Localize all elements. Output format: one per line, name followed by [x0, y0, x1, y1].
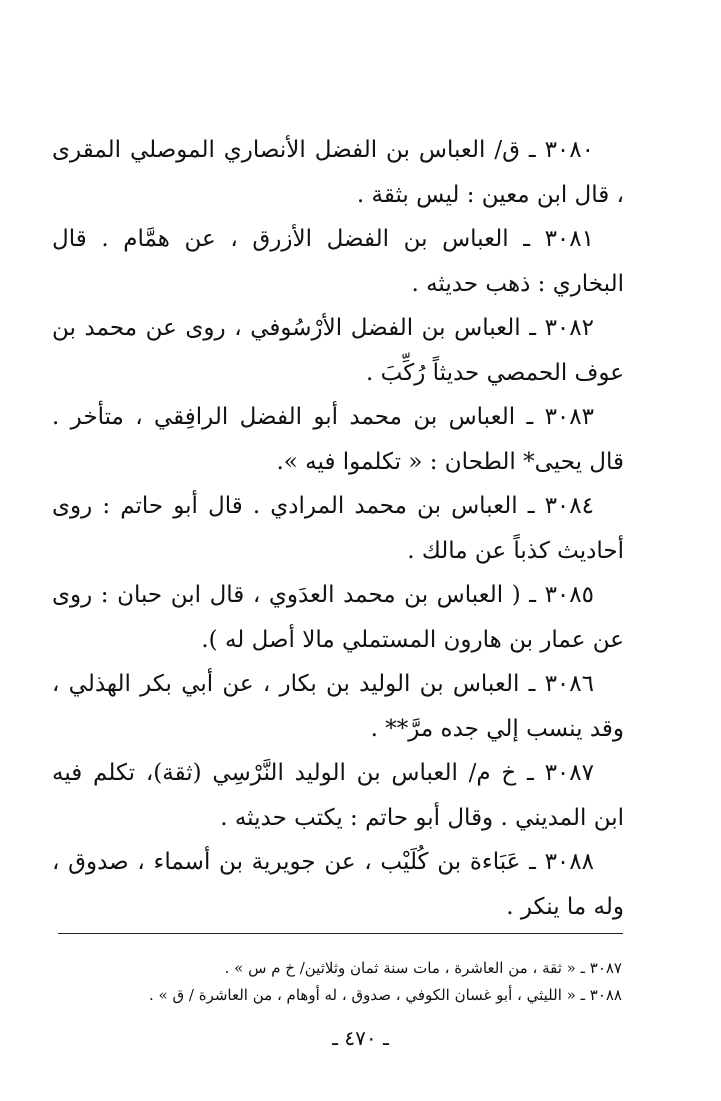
- entry-3080: ٣٠٨٠ ـ ق/ العباس بن الفضل الأنصاري الموصلي المقرى ، قال ابن معين : ليس بثقة .: [52, 137, 624, 208]
- footnote-3088: ٣٠٨٨ ـ « الليثي ، أبو غسان الكوفي ، صدوق ، له أوهام ، من العاشرة / ق » .: [149, 986, 622, 1004]
- entry-3081: ٣٠٨١ ـ العباس بن الفضل الأزرق ، عن همَّام . قال البخاري : ذهب حديثه .: [52, 226, 624, 297]
- entry-3088: ٣٠٨٨ ـ عَبَاءة بن كُلَيْب ، عن جويرية بن أسماء ، صدوق ، وله ما ينكر .: [52, 849, 624, 920]
- entry-3085: ٣٠٨٥ ـ ( العباس بن محمد العدَوي ، قال ابن حبان : روى عن عمار بن هارون المستملي مالا أصل له ).: [52, 582, 624, 653]
- footnote-3087: ٣٠٨٧ ـ « ثقة ، من العاشرة ، مات سنة ثمان وثلاثين/ خ م س » .: [224, 959, 622, 977]
- entry-3083: ٣٠٨٣ ـ العباس بن محمد أبو الفضل الرافِقي ، متأخر . قال يحيى* الطحان : « تكلموا فيه ».: [52, 404, 624, 475]
- entry-3086: ٣٠٨٦ ـ العباس بن الوليد بن بكار ، عن أبي بكر الهذلي ، وقد ينسب إلي جده مرَّ** .: [52, 671, 624, 742]
- entry-3082: ٣٠٨٢ ـ العباس بن الفضل الأرْسُوفي ، روى عن محمد بن عوف الحمصي حديثاً رُكِّبَ .: [52, 315, 624, 386]
- entry-3087: ٣٠٨٧ ـ خ م/ العباس بن الوليد النَّرْسِي (ثقة)، تكلم فيه ابن المديني . وقال أبو حاتم : يكتب حديثه .: [52, 760, 624, 831]
- entry-3084: ٣٠٨٤ ـ العباس بن محمد المرادي . قال أبو حاتم : روى أحاديث كذباً عن مالك .: [52, 493, 624, 564]
- entries-list: [52, 128, 624, 929]
- page-number: ـ ٤٧٠ ـ: [332, 1026, 389, 1050]
- footnotes: [58, 955, 622, 1009]
- footnote-divider: [58, 933, 623, 934]
